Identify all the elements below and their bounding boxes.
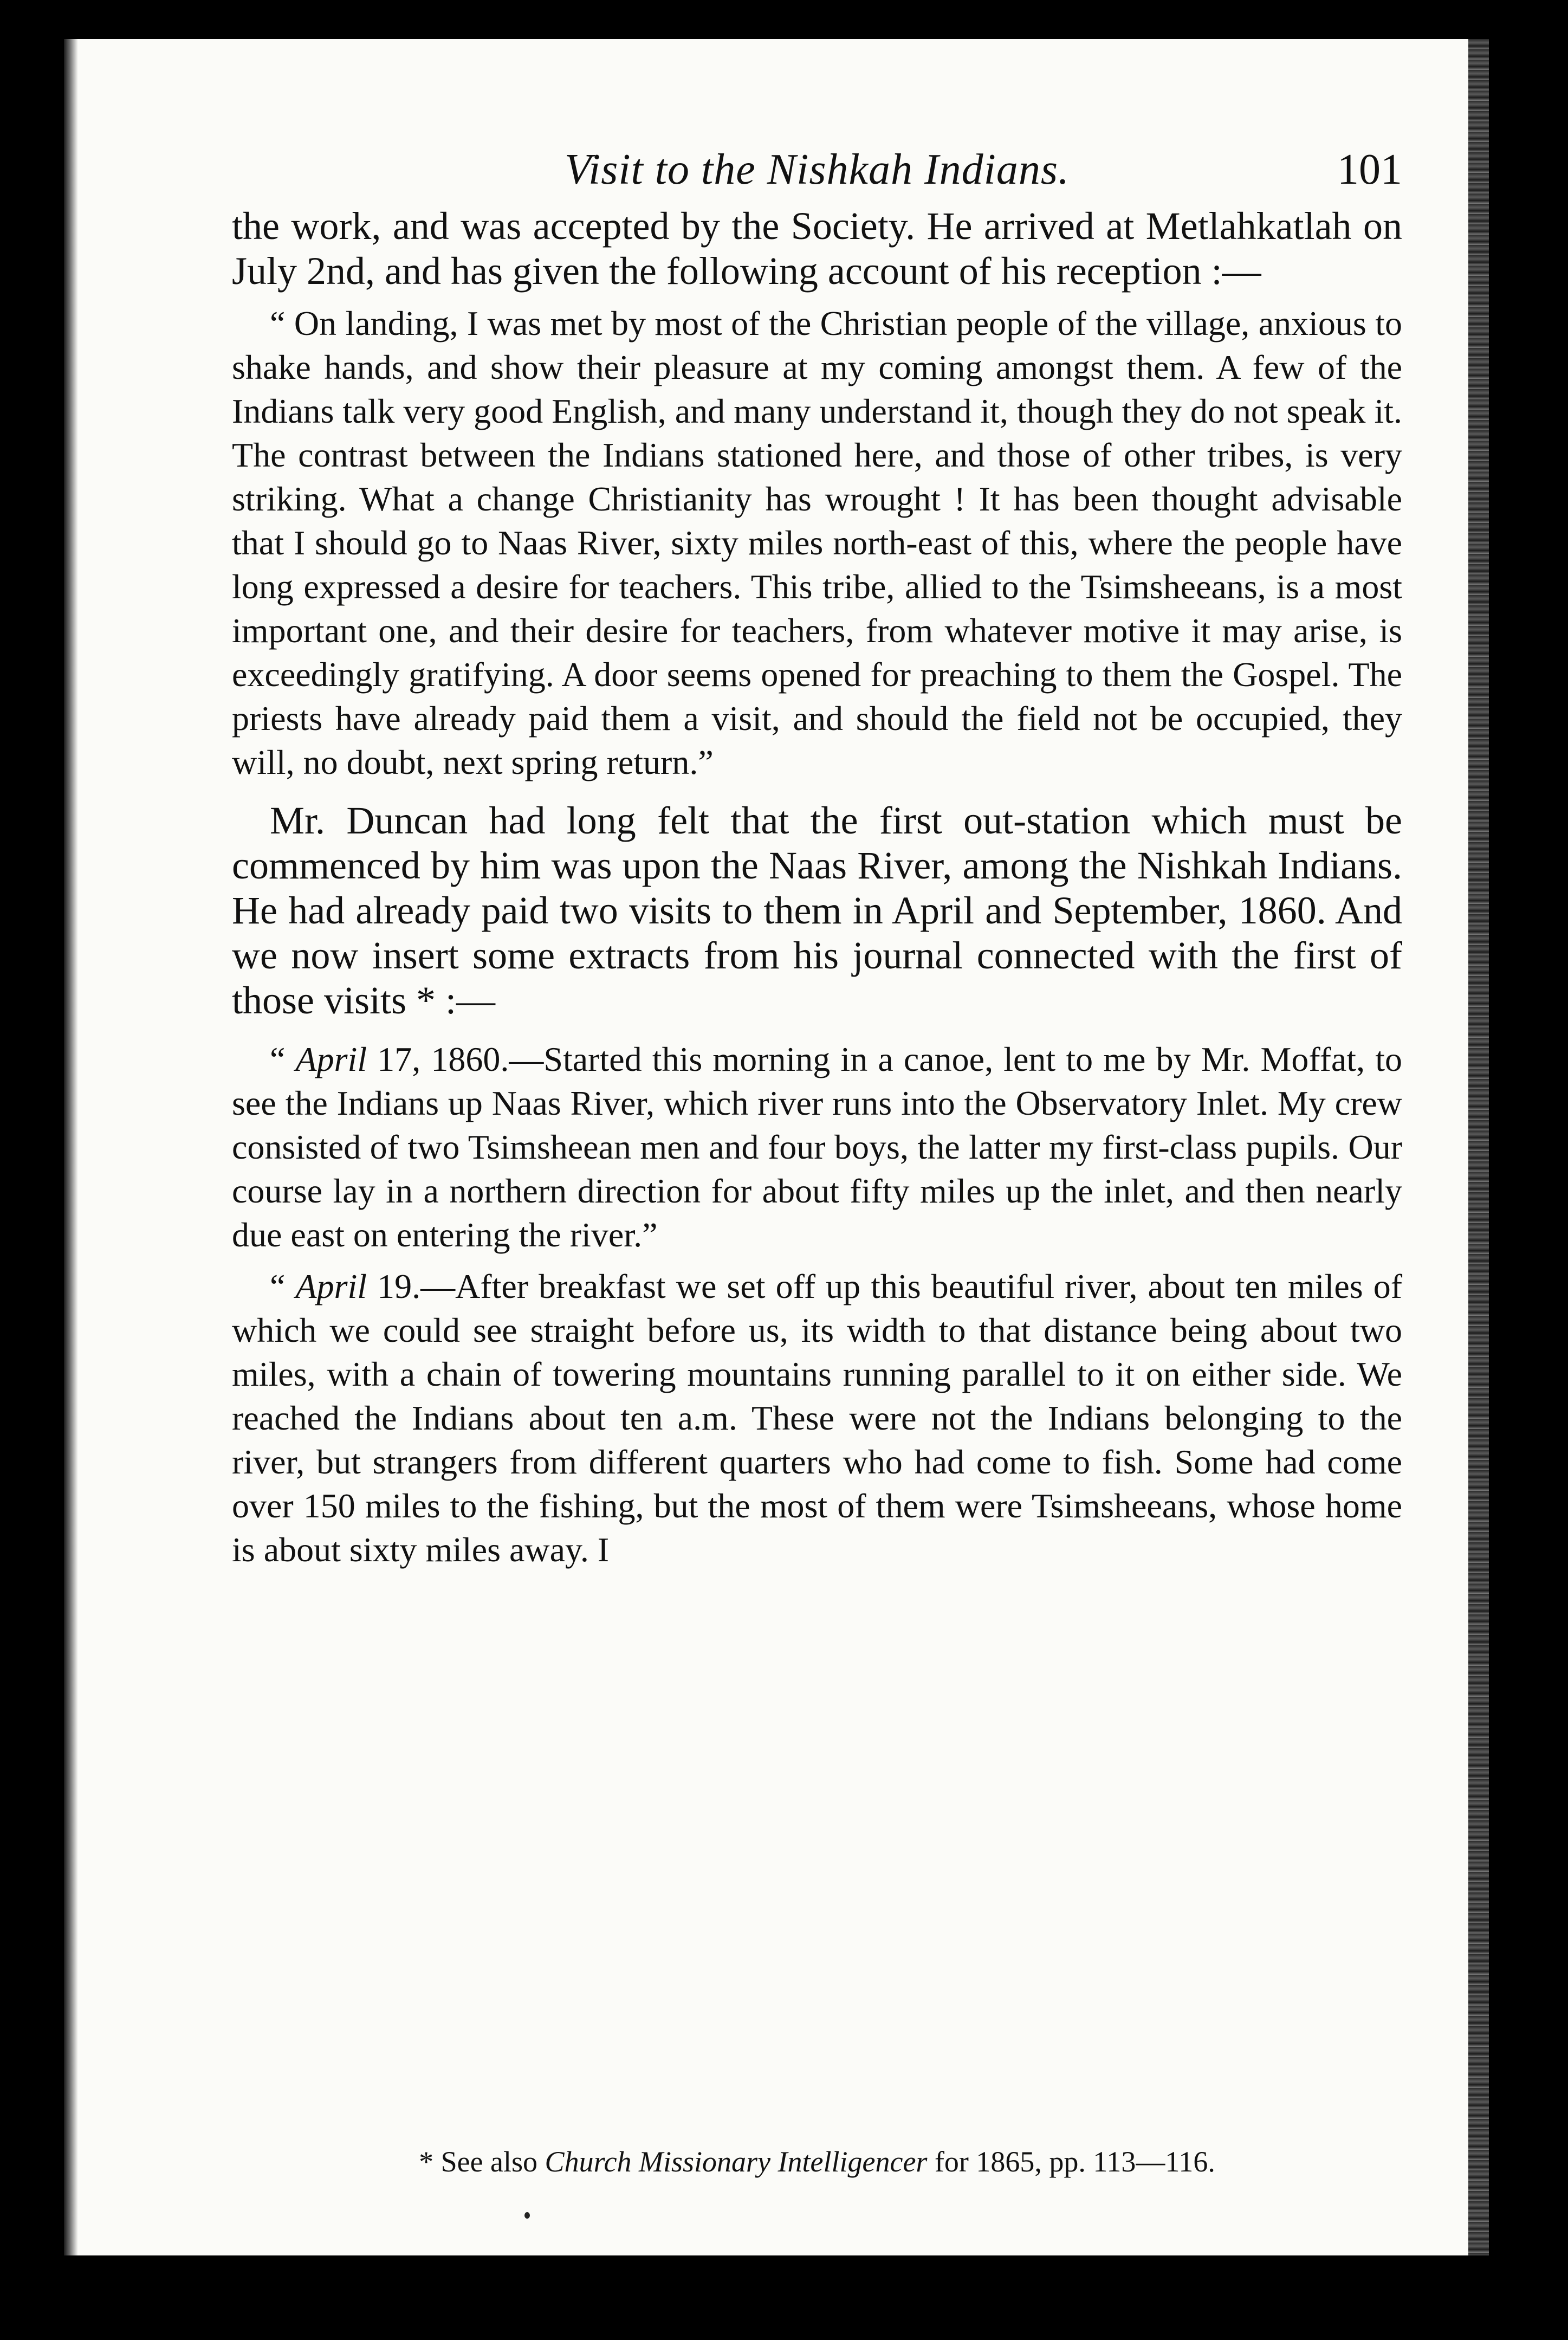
journal-entry-open-quote: “ xyxy=(270,1040,296,1078)
paragraph-duncan: Mr. Duncan had long felt that the first out-station which must be commenced by him was upon the Naas River, among the Nishkah Indians. He had already paid two visits to them in April and September, 1860. And we now insert some extracts from his journal connected with the first of those visits * :— xyxy=(232,799,1402,1022)
footnote-prefix: * See also xyxy=(419,2145,545,2178)
running-head xyxy=(232,140,1402,204)
body-text xyxy=(232,204,1402,1572)
paragraph-continuation: the work, and was accepted by the Society. He arrived at Metlahkatlah on July 2nd, and has given the following account of his reception :— xyxy=(232,204,1402,293)
page-right-edge xyxy=(1468,39,1489,2255)
ink-speck xyxy=(524,2212,530,2219)
footnote xyxy=(232,2143,1402,2181)
journal-entry-april-17 xyxy=(232,1037,1402,1257)
footnote-suffix: for 1865, pp. 113—116. xyxy=(927,2145,1215,2178)
journal-entry-april-19 xyxy=(232,1264,1402,1572)
journal-entry-date: April xyxy=(295,1040,367,1078)
quote-reception: “ On landing, I was met by most of the Christian people of the village, anxious to shake hands, and show their pleasure at my coming amongst them. A few of the Indians talk very good English, and many understand it, though they do not speak it. The contrast between the Indians stationed here, and those of other tribes, is very striking. What a change Christianity has wrought ! It has been thought advisable that I should go to Naas River, sixty miles north-east of this, where the people have long expressed a desire for teachers. This tribe, allied to the Tsimsheeans, is a most important one, and their desire for teachers, from whatever motive it may arise, is exceedingly gratifying. A door seems opened for preaching to them the Gospel. The priests have already paid them a visit, and should the field not be occupied, they will, no doubt, next spring return.” xyxy=(232,304,1402,781)
book-page xyxy=(64,39,1489,2255)
footnote-publication-title: Church Missionary Intelligencer xyxy=(545,2145,928,2178)
journal-entry-date: April xyxy=(295,1267,367,1305)
page-left-edge xyxy=(64,39,78,2255)
journal-entry-text: 17, 1860.—Started this morning in a canoe, lent to me by Mr. Moffat, to see the Indians up Naas River, which river runs into the Observatory Inlet. My crew consisted of two Tsimsheean men and four boys, the latter my first-class pupils. Our course lay in a northern direction for about fifty miles up the inlet, and then nearly due east on entering the river.” xyxy=(232,1040,1403,1254)
page-number: 101 xyxy=(1337,146,1402,193)
journal-entry-open-quote: “ xyxy=(270,1267,296,1305)
journal-entry-text: 19.—After breakfast we set off up this beautiful river, about ten miles of which we could see straight before us, its width to that distance being about two miles, with a chain of towering mountains running parallel to it on either side. We reached the Indians about ten a.m. These were not the Indians belonging to the river, but strangers from different quarters who had come to fish. Some had come over 150 miles to the fishing, but the most of them were Tsimsheeans, whose home is about sixty miles away. I xyxy=(232,1267,1403,1569)
running-title: Visit to the Nishkah Indians. xyxy=(565,146,1070,193)
text-block xyxy=(232,140,1402,1572)
